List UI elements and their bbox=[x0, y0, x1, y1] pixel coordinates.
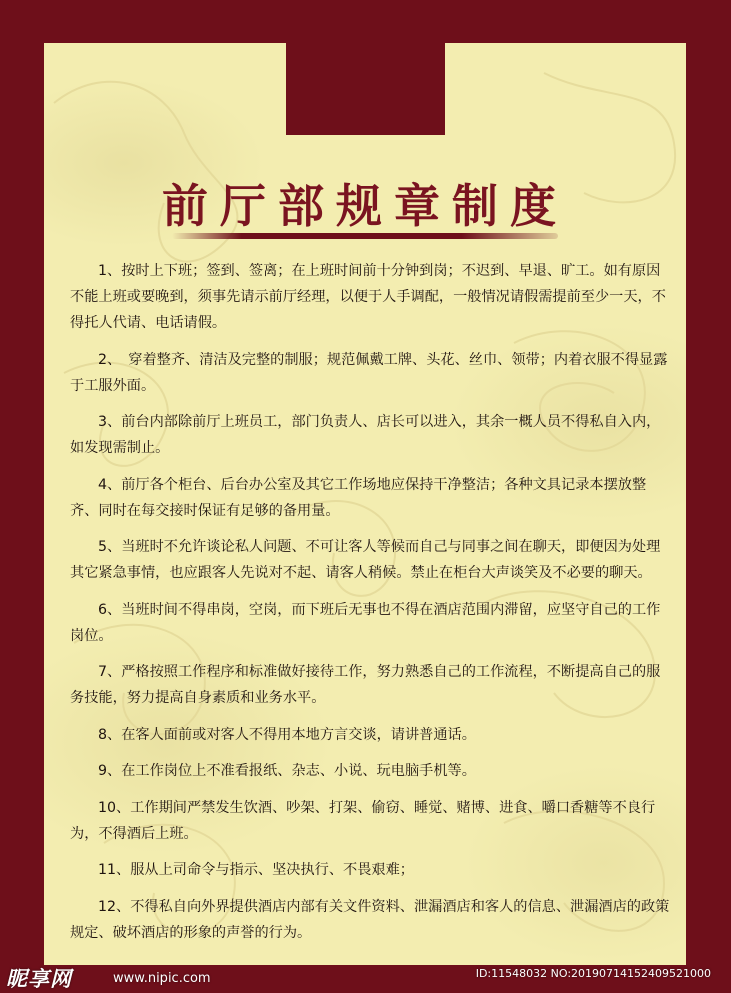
watermark-logo: 昵享网 bbox=[6, 967, 72, 991]
top-tab-decoration bbox=[286, 43, 445, 135]
rule-paragraph: 7、严格按照工作程序和标准做好接待工作，努力熟悉自己的工作流程，不断提高自己的服务技能，努力提高自身素质和业务水平。 bbox=[70, 664, 661, 706]
watermark-bar bbox=[0, 963, 731, 993]
rule-paragraph: 6、当班时间不得串岗，空岗，而下班后无事也不得在酒店范围内滞留，应坚守自己的工作岗位。 bbox=[70, 601, 661, 644]
rule-paragraph: 5、当班时不允许谈论私人问题、不可让客人等候而自己与同事之间在聊天，即便因为处理其它紧急事情，也应跟客人先说对不起、请客人稍候。禁止在柜台大声谈笑及不必要的聊天。 bbox=[70, 539, 661, 581]
rule-paragraph: 3、前台内部除前厅上班员工，部门负责人、店长可以进入，其余一概人员不得私自入内，如发现需制止。 bbox=[70, 414, 661, 456]
rule-paragraph: 11、服从上司命令与指示、坚决执行、不畏艰难； bbox=[98, 862, 414, 878]
watermark-url: www.nipic.com bbox=[113, 971, 211, 986]
rule-paragraph: 1、按时上下班；签到、签离；在上班时间前十分钟到岗；不迟到、早退、旷工。如有原因不能上班或要晚到，须事先请示前厅经理，以便于人手调配，一般情况请假需提前至少一天，不得托人代请、电话请假。 bbox=[70, 263, 666, 331]
rule-paragraph: 4、前厅各个柜台、后台办公室及其它工作场地应保持干净整洁；各种文具记录本摆放整齐、同时在每交接时保证有足够的备用量。 bbox=[70, 476, 647, 519]
title-underline bbox=[172, 233, 558, 239]
page-title: 前厅部规章制度 bbox=[162, 179, 568, 233]
rule-paragraph: 8、在客人面前或对客人不得用本地方言交谈，请讲普通话。 bbox=[98, 726, 476, 743]
rules-list bbox=[70, 258, 670, 956]
watermark-id: ID:11548032 NO:20190714152409521000 bbox=[475, 967, 711, 980]
rule-paragraph: 2、 穿着整齐、清洁及完整的制服；规范佩戴工牌、头花、丝巾、领带；内着衣服不得显露于工服外面。 bbox=[70, 351, 668, 394]
rule-paragraph: 12、不得私自向外界提供酒店内部有关文件资料、泄漏酒店和客人的信息、泄漏酒店的政策规定、破坏酒店的形象的声誉的行为。 bbox=[70, 898, 670, 941]
rule-paragraph: 9、在工作岗位上不准看报纸、杂志、小说、玩电脑手机等。 bbox=[98, 763, 476, 779]
rule-paragraph: 10、工作期间严禁发生饮酒、吵架、打架、偷窃、睡觉、赌博、进食、嚼口香糖等不良行为，不得酒后上班。 bbox=[70, 799, 656, 842]
